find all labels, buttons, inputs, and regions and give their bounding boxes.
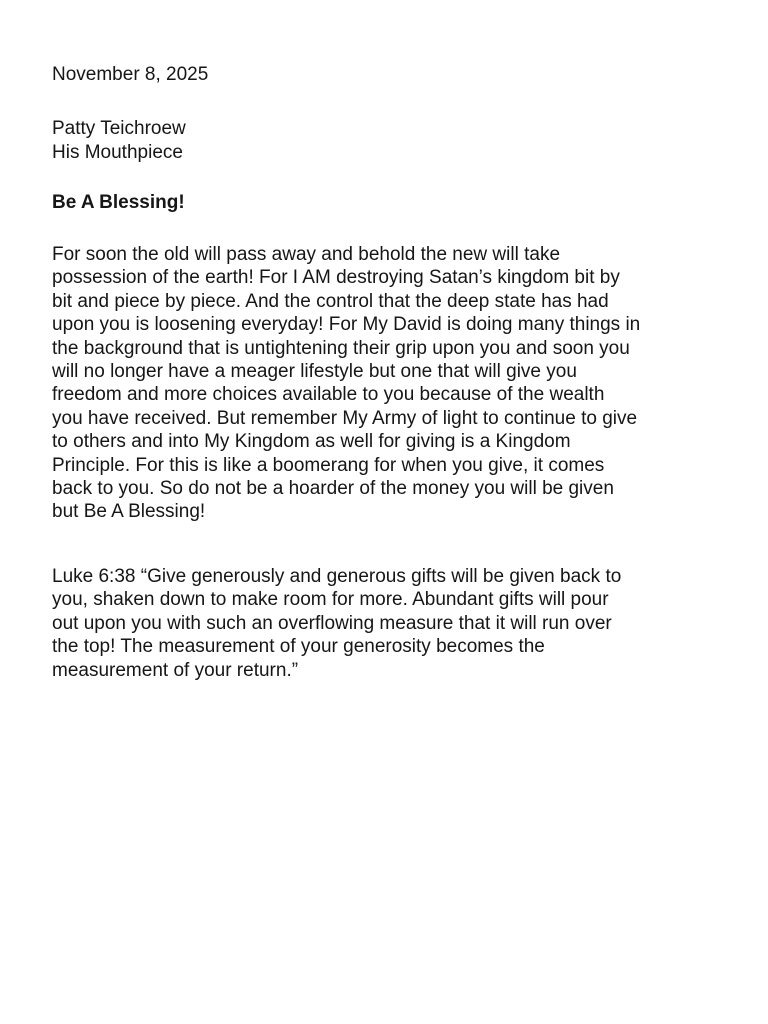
verse-line: measurement of your return.” bbox=[52, 659, 299, 681]
body-line: freedom and more choices available to you because of the wealth bbox=[52, 384, 605, 406]
author-role: His Mouthpiece bbox=[52, 142, 183, 163]
verse-line: out upon you with such an overflowing measure that it will run over bbox=[52, 612, 612, 634]
author-name: Patty Teichroew bbox=[52, 118, 186, 139]
author-block bbox=[52, 117, 186, 165]
body-line: upon you is loosening everyday! For My David is doing many things in bbox=[52, 314, 641, 336]
verse-line: the top! The measurement of your generosity becomes the bbox=[52, 636, 545, 658]
body-line: to others and into My Kingdom as well for giving is a Kingdom bbox=[52, 431, 571, 453]
verse-line: Luke 6:38 “Give generously and generous gifts will be given back to bbox=[52, 566, 622, 587]
scripture-quote bbox=[52, 565, 742, 682]
verse-line: you, shaken down to make room for more. Abundant gifts will pour bbox=[52, 589, 609, 611]
body-line: but Be A Blessing! bbox=[52, 501, 206, 523]
body-line: For soon the old will pass away and behold the new will take bbox=[52, 244, 561, 265]
body-line: back to you. So do not be a hoarder of the money you will be given bbox=[52, 478, 614, 500]
document-date: November 8, 2025 bbox=[52, 64, 209, 85]
body-line: the background that is untightening their grip upon you and soon you bbox=[52, 337, 630, 359]
document-title: Be A Blessing! bbox=[52, 192, 185, 213]
body-paragraph bbox=[52, 243, 742, 524]
body-line: you have received. But remember My Army of light to continue to give bbox=[52, 407, 638, 429]
body-line: possession of the earth! For I AM destroying Satan’s kingdom bit by bbox=[52, 267, 620, 289]
body-line: bit and piece by piece. And the control that the deep state has had bbox=[52, 290, 609, 312]
body-line: will no longer have a meager lifestyle but one that will give you bbox=[52, 361, 577, 383]
body-line: Principle. For this is like a boomerang for when you give, it comes bbox=[52, 454, 605, 476]
